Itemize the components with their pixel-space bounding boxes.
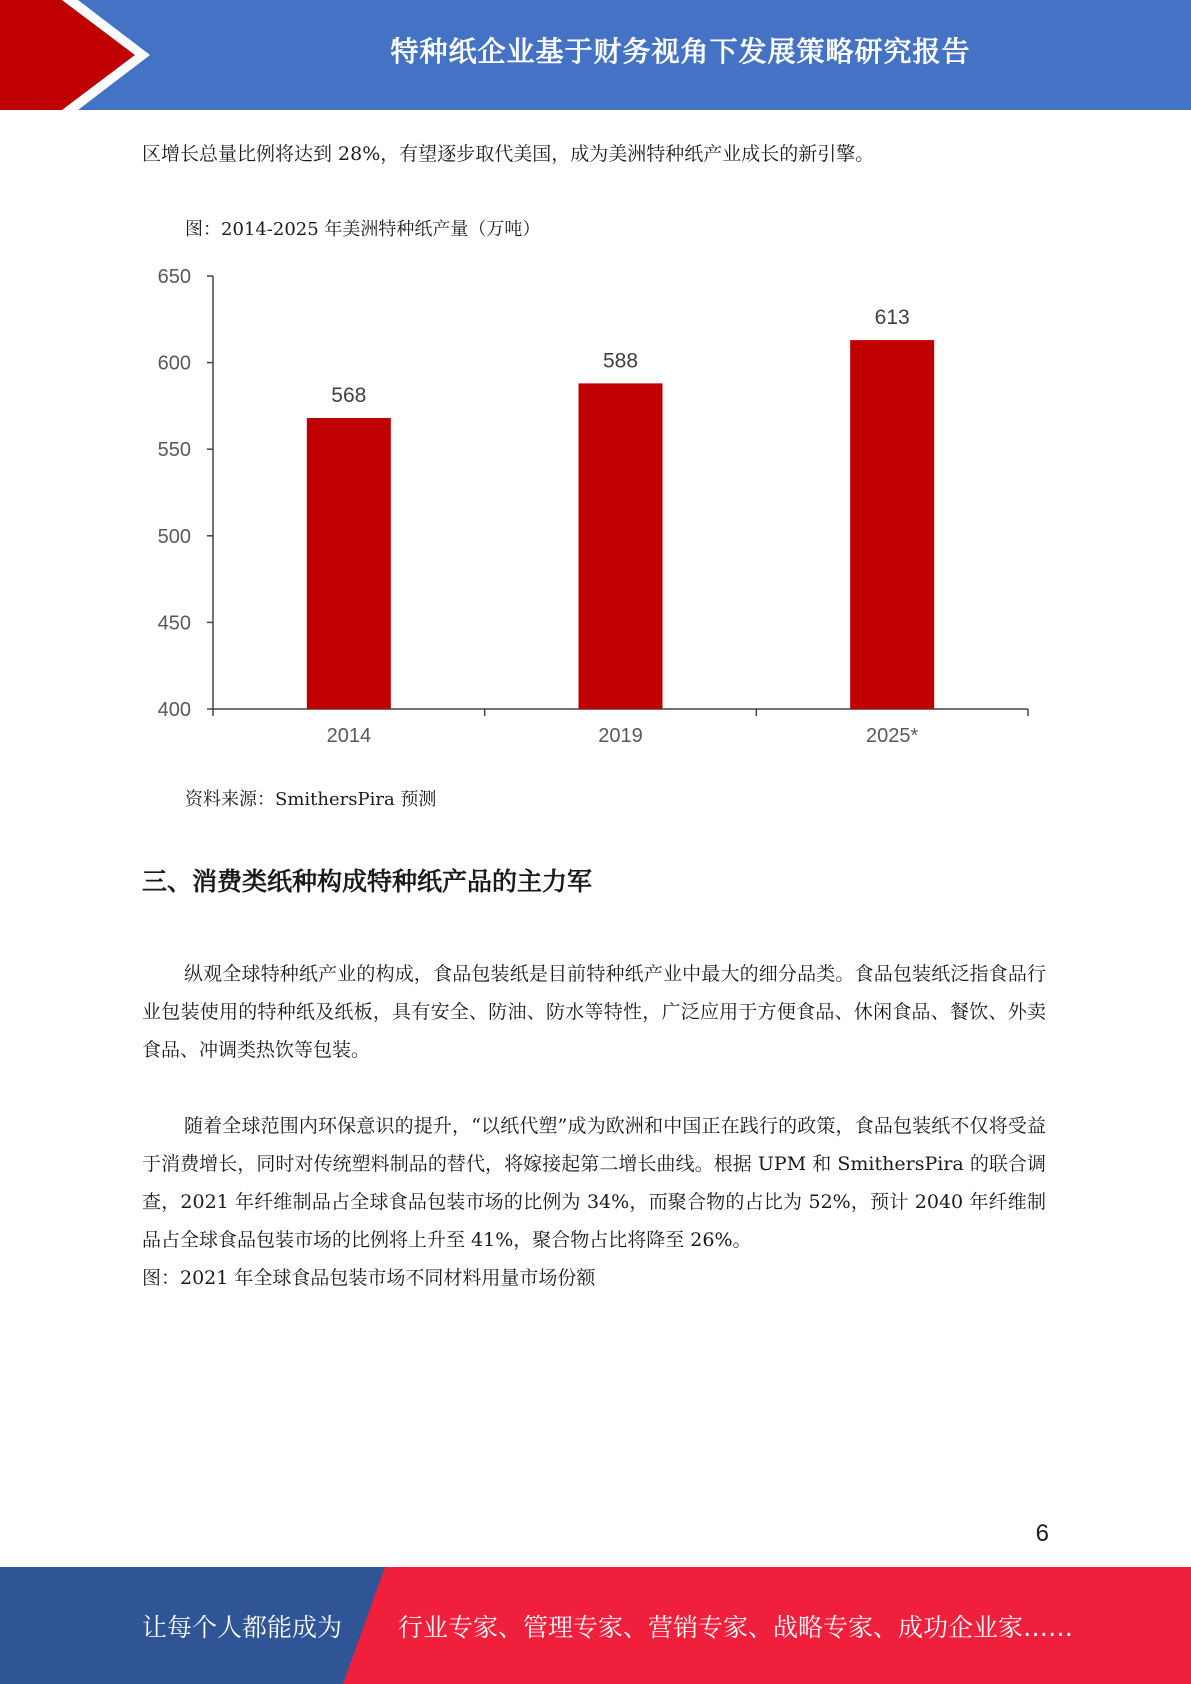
bar [850, 340, 934, 709]
y-tick-label: 500 [157, 525, 191, 548]
footer-slogan-left: 让每个人都能成为 [142, 1612, 343, 1642]
y-tick-label: 450 [157, 612, 191, 635]
figure-source: 资料来源：SmithersPira 预测 [185, 789, 437, 810]
figure-caption: 图：2014-2025 年美洲特种纸产量（万吨） [185, 219, 541, 240]
report-title: 特种纸企业基于财务视角下发展策略研究报告 [390, 35, 971, 68]
x-tick-label: 2025* [866, 725, 919, 747]
bar [307, 418, 391, 709]
y-tick-label: 600 [157, 352, 191, 375]
paragraph-food-packaging: 纵观全球特种纸产业的构成，食品包装纸是目前特种纸产业中最大的细分品类。食品包装纸泛指食品行业包装使用的特种纸及纸板，具有安全、防油、防水等特性，广泛应用于方便食品、休闲食品、餐饮、外卖食品、冲调类热饮等包装。 [142, 963, 1046, 1061]
y-tick-label: 400 [157, 699, 191, 721]
figure2-caption: 图：2021 年全球食品包装市场不同材料用量市场份额 [142, 1267, 596, 1289]
footer-slogan-right: 行业专家、管理专家、营销专家、战略专家、成功企业家…… [398, 1612, 1074, 1642]
y-tick-label: 550 [157, 439, 191, 462]
bar [579, 383, 663, 709]
x-tick-label: 2019 [598, 725, 643, 747]
bars [307, 306, 934, 709]
section-heading: 三、消费类纸种构成特种纸产品的主力军 [142, 867, 593, 896]
data-label: 568 [331, 384, 367, 408]
data-label: 613 [874, 306, 910, 330]
y-axis [158, 266, 213, 721]
data-label: 588 [602, 349, 639, 373]
production-bar-chart [140, 255, 1040, 755]
y-tick-label: 650 [157, 266, 191, 288]
intro-paragraph: 区增长总量比例将达到 28%，有望逐步取代美国，成为美洲特种纸产业成长的新引擎。 [142, 143, 875, 165]
page-footer [0, 1567, 1191, 1684]
page-number: 6 [1035, 1520, 1049, 1547]
x-tick-label: 2014 [326, 725, 372, 747]
x-axis [213, 709, 1028, 747]
page-header [0, 0, 1191, 110]
paragraph-paper-for-plastic: 随着全球范围内环保意识的提升，“以纸代塑”成为欧洲和中国正在践行的政策，食品包装纸不仅将受益于消费增长，同时对传统塑料制品的替代，将嫁接起第二增长曲线。根据 UPM 和 SmithersPira 的联合调查，2021 年纤维制品占全球食品包装市场的比例为 34%，而聚合物的占比为 52%，预计 2040 年纤维制品占全球食品包装市场的比例将上升至 41%，聚合物占比将降至 26%。 [142, 1115, 1046, 1251]
